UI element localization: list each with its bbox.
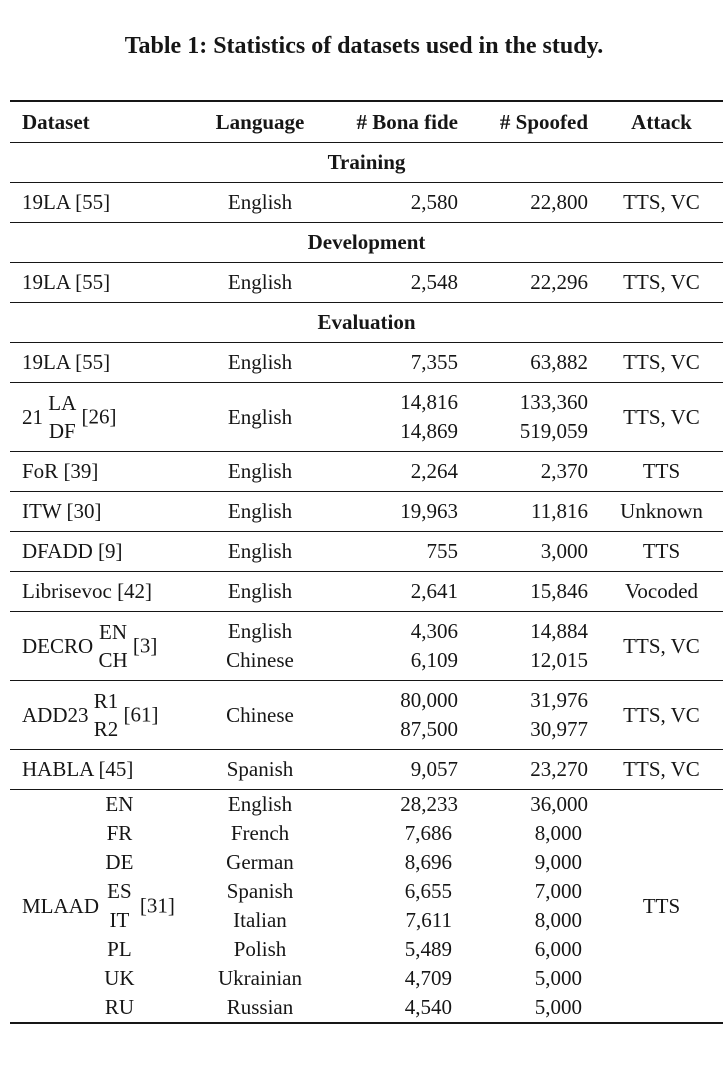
- table-row-habla: [10, 750, 723, 790]
- section-training: [10, 143, 723, 183]
- subset-label: CH: [98, 648, 128, 672]
- table-row-mlaad: [10, 790, 723, 1024]
- language-cell: English: [195, 343, 325, 383]
- header-spoofed: # Spoofed: [470, 101, 600, 143]
- bona-fide-cell: [325, 681, 470, 750]
- table-row-itw: [10, 492, 723, 532]
- language-cell: Spanish: [195, 750, 325, 790]
- dataset-name: HABLA: [22, 757, 94, 781]
- spoofed-value: 12,015: [530, 648, 588, 672]
- dataset-cell: [10, 383, 195, 452]
- header-attack: Attack: [600, 101, 723, 143]
- subset-stack: [94, 687, 119, 743]
- spoofed-cell: 15,846: [470, 572, 600, 612]
- bona-fide-value: 87,500: [400, 717, 458, 741]
- table-row-librisevoc: [10, 572, 723, 612]
- bona-fide-cell: 2,641: [325, 572, 470, 612]
- dataset-cell: [10, 492, 195, 532]
- bona-fide-value: 6,109: [410, 648, 458, 672]
- language-cell: English: [195, 532, 325, 572]
- dataset-cell: [10, 532, 195, 572]
- table-row-add23: [10, 681, 723, 750]
- language-cell: English: [195, 492, 325, 532]
- bona-fide-value: 6,655: [404, 879, 452, 903]
- dataset-name: ITW: [22, 499, 62, 523]
- spoofed-value: 8,000: [534, 821, 582, 845]
- bona-fide-cell: 9,057: [325, 750, 470, 790]
- language-cell: English: [195, 383, 325, 452]
- table-row-dfadd: [10, 532, 723, 572]
- spoofed-cell: 11,816: [470, 492, 600, 532]
- table-row-decro: [10, 612, 723, 681]
- citation: [39]: [63, 459, 99, 483]
- dataset-name: FoR: [22, 459, 59, 483]
- citation: [26]: [81, 404, 117, 429]
- attack-cell: TTS, VC: [600, 383, 723, 452]
- spoofed-value: 5,000: [534, 995, 582, 1019]
- spoofed-cell: [470, 612, 600, 681]
- attack-cell: TTS, VC: [600, 612, 723, 681]
- subset-label: RU: [104, 995, 135, 1019]
- section-label: Training: [10, 143, 723, 183]
- spoofed-value: 8,000: [534, 908, 582, 932]
- dataset-cell: [10, 263, 195, 303]
- bona-fide-value: 28,233: [400, 792, 458, 816]
- attack-cell: TTS: [600, 452, 723, 492]
- dataset-cell: [10, 681, 195, 750]
- table-row: [10, 183, 723, 223]
- bona-fide-value: 4,306: [410, 619, 458, 643]
- bona-fide-cell: [325, 790, 470, 1024]
- header-dataset: Dataset: [10, 101, 195, 143]
- attack-cell: TTS, VC: [600, 343, 723, 383]
- bona-fide-cell: 2,580: [325, 183, 470, 223]
- subset-label: DE: [105, 850, 134, 874]
- section-label: Evaluation: [10, 303, 723, 343]
- table-row: [10, 263, 723, 303]
- spoofed-cell: 3,000: [470, 532, 600, 572]
- subset-label: EN: [99, 620, 128, 644]
- bona-fide-value: 5,489: [404, 937, 452, 961]
- spoofed-value: 7,000: [534, 879, 582, 903]
- spoofed-value: 31,976: [530, 688, 588, 712]
- language-value: Polish: [233, 937, 287, 961]
- bona-fide-cell: 755: [325, 532, 470, 572]
- language-value: Chinese: [226, 648, 294, 672]
- citation: [42]: [117, 579, 153, 603]
- language-cell: [195, 790, 325, 1024]
- subset-stack: [104, 790, 134, 1022]
- language-value: German: [226, 850, 294, 874]
- subset-label: UK: [104, 966, 135, 990]
- dataset-cell: [10, 183, 195, 223]
- header-language: Language: [195, 101, 325, 143]
- language-value: Italian: [233, 908, 287, 932]
- subset-stack: [48, 389, 76, 445]
- section-label: Development: [10, 223, 723, 263]
- language-value: French: [230, 821, 290, 845]
- bona-fide-cell: [325, 612, 470, 681]
- header-row: [10, 101, 723, 143]
- citation: [45]: [98, 757, 134, 781]
- language-value: Russian: [226, 995, 294, 1019]
- table-row-for: [10, 452, 723, 492]
- bona-fide-cell: 2,548: [325, 263, 470, 303]
- citation: [9]: [98, 539, 123, 563]
- dataset-cell: [10, 452, 195, 492]
- subset-stack: [98, 618, 127, 674]
- statistics-table: [10, 100, 723, 1024]
- attack-cell: Unknown: [600, 492, 723, 532]
- subset-label: ES: [107, 879, 132, 903]
- attack-cell: TTS, VC: [600, 681, 723, 750]
- spoofed-cell: 63,882: [470, 343, 600, 383]
- dataset-name: 19LA: [22, 350, 70, 374]
- language-cell: English: [195, 183, 325, 223]
- dataset-name: DECRO: [22, 633, 94, 658]
- dataset-cell: [10, 572, 195, 612]
- spoofed-cell: 22,800: [470, 183, 600, 223]
- dataset-name: ADD23: [22, 702, 89, 727]
- table-row-21: [10, 383, 723, 452]
- attack-cell: TTS, VC: [600, 183, 723, 223]
- spoofed-value: 36,000: [530, 792, 588, 816]
- bona-fide-value: 7,611: [405, 908, 452, 932]
- bona-fide-value: 4,540: [404, 995, 452, 1019]
- bona-fide-cell: 2,264: [325, 452, 470, 492]
- citation: [55]: [75, 190, 111, 214]
- spoofed-value: 14,884: [530, 619, 588, 643]
- spoofed-cell: 23,270: [470, 750, 600, 790]
- subset-label: EN: [105, 792, 134, 816]
- bona-fide-cell: [325, 383, 470, 452]
- citation: [31]: [139, 893, 175, 918]
- spoofed-cell: [470, 790, 600, 1024]
- bona-fide-cell: 7,355: [325, 343, 470, 383]
- dataset-cell: [10, 343, 195, 383]
- spoofed-cell: 2,370: [470, 452, 600, 492]
- dataset-cell: [10, 612, 195, 681]
- spoofed-value: 133,360: [519, 390, 588, 414]
- language-value: English: [227, 792, 293, 816]
- spoofed-value: 6,000: [534, 937, 582, 961]
- bona-fide-value: 4,709: [404, 966, 452, 990]
- dataset-name: DFADD: [22, 539, 93, 563]
- citation: [55]: [75, 350, 111, 374]
- table-row-19la: [10, 343, 723, 383]
- language-cell: [195, 612, 325, 681]
- attack-cell: TTS: [600, 790, 723, 1024]
- subset-label: IT: [109, 908, 130, 932]
- bona-fide-value: 80,000: [400, 688, 458, 712]
- attack-cell: TTS, VC: [600, 263, 723, 303]
- dataset-cell: [10, 790, 195, 1024]
- bona-fide-cell: 19,963: [325, 492, 470, 532]
- spoofed-value: 30,977: [530, 717, 588, 741]
- citation: [61]: [123, 702, 159, 727]
- language-cell: English: [195, 572, 325, 612]
- dataset-cell: [10, 750, 195, 790]
- spoofed-value: 519,059: [519, 419, 588, 443]
- dataset-name: MLAAD: [22, 893, 99, 918]
- attack-cell: TTS, VC: [600, 750, 723, 790]
- bona-fide-value: 7,686: [404, 821, 452, 845]
- subset-label: PL: [107, 937, 132, 961]
- citation: [3]: [132, 633, 158, 658]
- table-caption: Table 1: Statistics of datasets used in the study.: [124, 33, 604, 59]
- language-cell: English: [195, 452, 325, 492]
- spoofed-value: 5,000: [534, 966, 582, 990]
- bona-fide-value: 8,696: [404, 850, 452, 874]
- language-cell: English: [195, 263, 325, 303]
- language-value: Spanish: [226, 879, 294, 903]
- subset-label: R2: [93, 717, 119, 741]
- dataset-name: 19LA: [22, 270, 70, 294]
- header-bona-fide: # Bona fide: [325, 101, 470, 143]
- attack-cell: Vocoded: [600, 572, 723, 612]
- citation: [55]: [75, 270, 111, 294]
- spoofed-cell: [470, 383, 600, 452]
- subset-label: FR: [106, 821, 133, 845]
- citation: [30]: [66, 499, 102, 523]
- bona-fide-value: 14,816: [400, 390, 458, 414]
- spoofed-cell: [470, 681, 600, 750]
- section-development: [10, 223, 723, 263]
- language-cell: Chinese: [195, 681, 325, 750]
- attack-cell: TTS: [600, 532, 723, 572]
- bona-fide-value: 14,869: [400, 419, 458, 443]
- subset-label: LA: [48, 391, 77, 415]
- dataset-name: 19LA: [22, 190, 70, 214]
- dataset-name: Librisevoc: [22, 579, 112, 603]
- section-evaluation: [10, 303, 723, 343]
- language-value: English: [227, 619, 293, 643]
- subset-label: DF: [48, 419, 76, 443]
- spoofed-value: 9,000: [534, 850, 582, 874]
- dataset-name: 21: [22, 404, 43, 429]
- spoofed-cell: 22,296: [470, 263, 600, 303]
- language-value: Ukrainian: [218, 966, 302, 990]
- subset-label: R1: [93, 689, 119, 713]
